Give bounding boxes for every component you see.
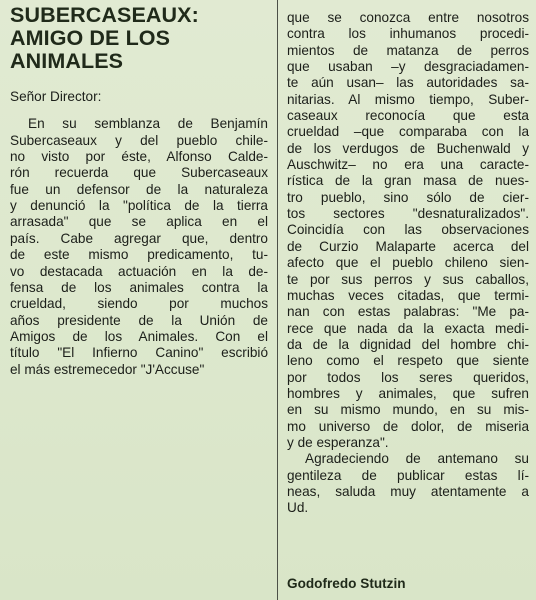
body-paragraph-1 (10, 116, 268, 378)
text-line: que usaban –y desgraciadamen- (287, 59, 529, 75)
text-line: por todos los seres queridos, (287, 369, 529, 385)
text-line: de este mismo predicamento, tu- (10, 247, 268, 263)
text-line: mo universo de dolor, de miseria (287, 418, 529, 434)
title-line-2: AMIGO DE LOS (10, 26, 171, 50)
text-line: En su semblanza de Benjamín (28, 116, 268, 132)
signature: Godofredo Stutzin (287, 576, 406, 591)
text-line: mientos de matanza de perros (287, 42, 529, 58)
text-line: y de esperanza". (287, 434, 389, 450)
text-line: vo destacada actuación en la de- (10, 263, 268, 279)
text-line: Auschwitz– no era una caracte- (287, 157, 529, 173)
text-line: y denunció la "política de la tierra (10, 198, 268, 214)
column-divider (277, 0, 278, 600)
text-line: nitarias. Al mismo tiempo, Suber- (287, 91, 529, 107)
text-line: crueldad, siendo por muchos (10, 296, 268, 312)
body-paragraph-2 (287, 451, 529, 516)
text-line: de Curzio Malaparte acerca del (287, 238, 529, 254)
text-line: no visto por éste, Alfonso Calde- (10, 149, 268, 165)
text-line: Subercaseaux y del pueblo chile- (10, 132, 268, 148)
text-line: contra los inhumanos procedi- (287, 26, 529, 42)
text-line: gentileza de publicar estas lí- (287, 467, 529, 483)
text-line: rística de la gran masa de nues- (287, 173, 529, 189)
text-line: que se conozca entre nosotros (287, 10, 529, 25)
right-column (287, 10, 529, 600)
text-line: país. Cabe agregar que, dentro (10, 230, 268, 246)
text-line: te aún usan– las autoridades sa- (287, 75, 529, 91)
text-line: muchas veces citadas, que termi- (287, 287, 529, 303)
text-line: hombres y animales, que sufren (287, 385, 529, 401)
text-line: nan con estas palabras: "Me pa- (287, 304, 529, 320)
text-line: caseaux reconocía que esta (287, 108, 529, 124)
text-line: Agradeciendo de antemano su (305, 451, 529, 467)
text-line: tos sectores "desnaturalizados". (287, 206, 529, 222)
text-line: rece que nada da la exacta medi- (287, 320, 529, 336)
text-line: da de la dignidad del hombre chi- (287, 336, 529, 352)
left-column (10, 4, 268, 378)
text-line: Amigos de los Animales. Con el (10, 328, 268, 344)
text-line: de los verdugos de Buchenwald y (287, 140, 529, 156)
text-line: Ud. (287, 500, 309, 516)
text-line: neas, saluda muy atentamente a (287, 483, 529, 499)
text-line: fue un defensor de la naturaleza (10, 181, 268, 197)
body-paragraph-1-continued (287, 10, 529, 451)
article-title (10, 4, 268, 73)
title-line-1: SUBERCASEAUX: (10, 3, 199, 27)
text-line: crueldad –que comparaba con la (287, 124, 529, 140)
text-line: Coincidía con las observaciones (287, 222, 529, 238)
greeting: Señor Director: (10, 89, 102, 104)
text-line: afecto que el pueblo chileno sien- (287, 255, 529, 271)
text-line: rón recuerda que Subercaseaux (10, 165, 268, 181)
text-line: te por sus perros y sus caballos, (287, 271, 529, 287)
title-line-3: ANIMALES (10, 49, 124, 73)
text-line: en su mismo mundo, en su mis- (287, 402, 529, 418)
text-line: título "El Infierno Canino" escribió (10, 345, 268, 361)
text-line: el más estremecedor "J'Accuse" (10, 361, 205, 377)
text-line: tro pueblo, sino sólo de cier- (287, 189, 529, 205)
text-line: años presidente de la Unión de (10, 312, 268, 328)
text-line: arrasada" que se aplica en el (10, 214, 268, 230)
text-line: leno como el respeto que siente (287, 353, 529, 369)
text-line: fensa de los animales contra la (10, 279, 268, 295)
